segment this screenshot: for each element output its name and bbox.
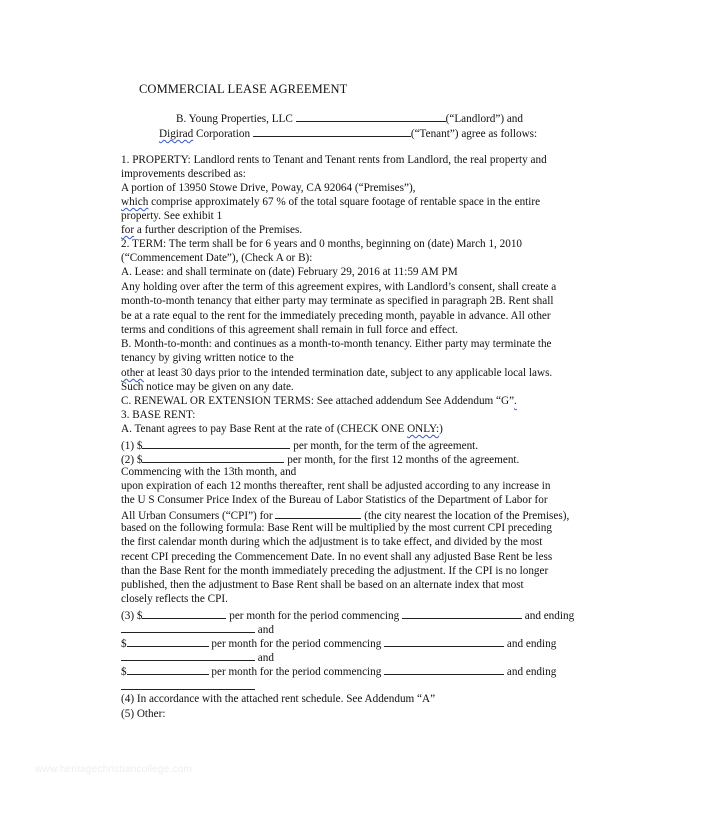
cpi-line-4 bbox=[121, 508, 569, 523]
section-1-line-4 bbox=[121, 196, 540, 209]
section-2-line-5: month-to-month tenancy that either party may terminate as specified in paragraph 2B. Rent shall bbox=[121, 295, 554, 307]
tenant-suffix: (“Tenant”) agree as follows: bbox=[410, 128, 538, 140]
landlord-line bbox=[176, 111, 523, 126]
cpi-line-7: recent CPI preceding the Commencement Date. In no event shall any adjusted Base Rent be less bbox=[121, 551, 553, 563]
section-3-line-a-close: ) bbox=[439, 423, 443, 435]
section-2-line-8: B. Month-to-month: and continues as a month-to-month tenancy. Either party may terminate the bbox=[121, 338, 552, 350]
option-3b-amount-blank bbox=[127, 636, 209, 647]
section-2-line-10 bbox=[121, 367, 552, 380]
section-2-line-7: terms and conditions of this agreement shall remain in full force and effect. bbox=[121, 324, 458, 336]
option-3c-start-blank bbox=[384, 664, 504, 675]
section-1-line-4-text: comprise approximately 67 % of the total square footage of rentable space in the entire bbox=[151, 196, 541, 208]
section-2-line-10-text: at least 30 days prior to the intended termination date, subject to any applicable local laws. bbox=[146, 367, 553, 379]
option-3b-dollar: $ bbox=[121, 638, 127, 650]
option-3b-start-blank bbox=[384, 636, 504, 647]
section-1-line-5: property. See exhibit 1 bbox=[121, 210, 223, 222]
option-1-line bbox=[121, 438, 478, 453]
section-3-heading: 3. BASE RENT: bbox=[121, 409, 196, 421]
option-3c-period-text: per month for the period commencing bbox=[211, 666, 382, 678]
tenant-name-word: Digirad bbox=[159, 128, 194, 140]
cpi-line-3: the U S Consumer Price Index of the Bureau of Labor Statistics of the Department of Labor for bbox=[121, 494, 548, 506]
option-4-line: (4) In accordance with the attached rent schedule. See Addendum “A” bbox=[121, 693, 436, 705]
option-3b-line bbox=[121, 636, 556, 651]
option-3-and: and bbox=[257, 624, 274, 636]
option-2-blank bbox=[142, 452, 284, 463]
option-2-line bbox=[121, 452, 519, 467]
section-2-line-11: Such notice may be given on any date. bbox=[121, 381, 294, 393]
option-1-label: (1) $ bbox=[121, 440, 143, 452]
renewal-mark: . bbox=[514, 395, 517, 407]
tenant-blank bbox=[253, 126, 411, 137]
option-3-start-blank bbox=[402, 608, 522, 619]
cpi-line-9: published, then the adjustment to Base Rent shall be based on an alternate index that most bbox=[121, 579, 524, 591]
option-3-and-line bbox=[121, 622, 274, 637]
section-3-line-a bbox=[121, 423, 443, 436]
section-2-line-9: tenancy by giving written notice to the bbox=[121, 352, 294, 364]
cpi-line-5: based on the following formula: Base Rent will be multiplied by the most current CPI preceding bbox=[121, 522, 552, 534]
option-3c-end-blank bbox=[121, 679, 255, 690]
only-word: ONLY: bbox=[407, 423, 440, 435]
section-3-line-a-text: A. Tenant agrees to pay Base Rent at the rate of (CHECK ONE bbox=[121, 423, 405, 435]
option-5-line: (5) Other: bbox=[121, 708, 166, 720]
section-2-line-6: be at a rate equal to the rent for the immediately preceding month, payable in advance. All other bbox=[121, 310, 551, 322]
section-1-line-3: A portion of 13950 Stowe Drive, Poway, CA 92064 (“Premises”), bbox=[121, 182, 416, 194]
option-3c-line bbox=[121, 664, 556, 679]
cpi-line-10: closely reflects the CPI. bbox=[121, 593, 228, 605]
option-2-label: (2) $ bbox=[121, 454, 143, 466]
option-3c-amount-blank bbox=[127, 664, 209, 675]
landlord-suffix: (“Landlord”) and bbox=[445, 113, 523, 125]
section-2-line-12 bbox=[121, 395, 517, 408]
renewal-text: C. RENEWAL OR EXTENSION TERMS: See attached addendum See Addendum “G” bbox=[121, 395, 515, 407]
option-3-amount-blank bbox=[142, 608, 226, 619]
option-3-end-blank bbox=[121, 622, 255, 633]
tenant-line bbox=[159, 126, 537, 141]
option-3c-and-ending: and ending bbox=[506, 666, 557, 678]
option-3-period-text: per month for the period commencing bbox=[229, 610, 400, 622]
option-3b-period-text: per month for the period commencing bbox=[211, 638, 382, 650]
landlord-blank bbox=[296, 111, 446, 122]
other-word: other bbox=[121, 367, 144, 379]
section-1-line-6 bbox=[121, 224, 302, 237]
option-1-blank bbox=[142, 438, 290, 449]
tenant-name-rest: Corporation bbox=[195, 128, 251, 140]
option-3b-and-line bbox=[121, 650, 274, 665]
option-3-label: (3) $ bbox=[121, 610, 143, 622]
document-title: COMMERCIAL LEASE AGREEMENT bbox=[139, 82, 348, 96]
option-3b-and-ending: and ending bbox=[506, 638, 557, 650]
section-2-line-3: A. Lease: and shall terminate on (date) February 29, 2016 at 11:59 AM PM bbox=[121, 266, 458, 278]
option-1-text: per month, for the term of the agreement. bbox=[293, 440, 479, 452]
option-3b-end-blank bbox=[121, 650, 255, 661]
section-1-line-1: 1. PROPERTY: Landlord rents to Tenant and Tenant rents from Landlord, the real property and bbox=[121, 154, 547, 166]
cpi-line-6: the first calendar month during which the adjustment is to take effect, and divided by the most bbox=[121, 536, 543, 548]
cpi-line-8: than the Base Rent for the month immediately preceding the adjustment. If the CPI is no longer bbox=[121, 565, 549, 577]
landlord-name: B. Young Properties, LLC bbox=[176, 113, 293, 125]
option-2-text: per month, for the first 12 months of the agreement. bbox=[287, 454, 520, 466]
section-2-line-2: (“Commencement Date”), (Check A or B): bbox=[121, 252, 313, 264]
option-3-line bbox=[121, 608, 574, 623]
section-1-line-6-text: a further description of the Premises. bbox=[136, 224, 303, 236]
option-3c-end-line bbox=[121, 679, 255, 694]
option-3c-dollar: $ bbox=[121, 666, 127, 678]
option-3-and-ending: and ending bbox=[524, 610, 575, 622]
option-3b-and: and bbox=[257, 652, 274, 664]
section-1-line-2: improvements described as: bbox=[121, 168, 246, 180]
cpi-line-2: upon expiration of each 12 months thereafter, rent shall be adjusted according to any increase in bbox=[121, 480, 551, 492]
watermark: www.heritagechristiancollege.com bbox=[35, 764, 193, 775]
cpi-line-4-post: (the city nearest the location of the Premises), bbox=[364, 510, 570, 522]
cpi-line-1: Commencing with the 13th month, and bbox=[121, 466, 297, 478]
section-2-line-1: 2. TERM: The term shall be for 6 years and 0 months, beginning on (date) March 1, 2010 bbox=[121, 238, 523, 250]
cpi-line-4-pre: All Urban Consumers (“CPI”) for bbox=[121, 510, 273, 522]
cpi-city-blank bbox=[275, 508, 361, 519]
section-2-line-4: Any holding over after the term of this agreement expires, with Landlord’s consent, shall create a bbox=[121, 281, 557, 293]
for-word: for bbox=[121, 224, 135, 236]
which-word: which bbox=[121, 196, 149, 208]
